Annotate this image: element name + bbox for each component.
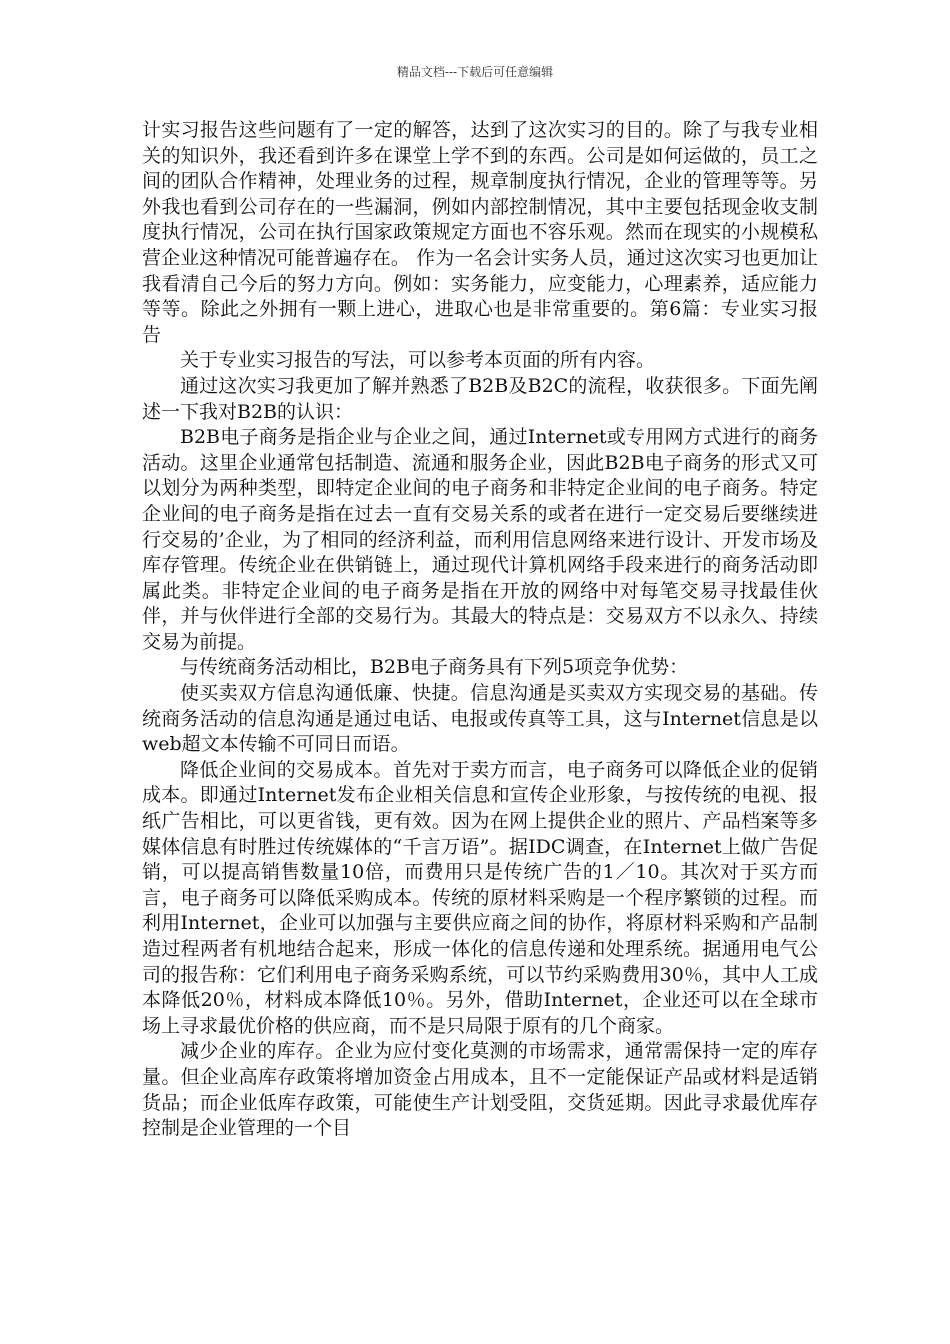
paragraph-8: 减少企业的库存。企业为应付变化莫测的市场需求，通常需保持一定的库存量。但企业高库存政策将增加资金占用成本，且不一定能保证产品或材料是适销货品；而企业低库存政策，可能使生产计划受阻，交货延期。因此寻求最优库存控制是企业管理的一个目: [142, 1040, 818, 1140]
paragraph-3: 通过这次实习我更加了解并熟悉了B2B及B2C的流程，收获很多。下面先阐述一下我对B2B的认识：: [142, 374, 818, 423]
paragraph-6: 使买卖双方信息沟通低廉、快捷。信息沟通是买卖双方实现交易的基础。传统商务活动的信息沟通是通过电话、电报或传真等工具，这与Internet信息是以web超文本传输不可同日而语。: [142, 682, 818, 756]
paragraph-2: 关于专业实习报告的写法，可以参考本页面的所有内容。: [180, 349, 656, 372]
paragraph-1: 计实习报告这些问题有了一定的解答，达到了这次实习的目的。除了与我专业相关的知识外，我还看到许多在课堂上学不到的东西。公司是如何运做的，员工之间的团队合作精神，处理业务的过程，规章制度执行情况，企业的管理等等。另外我也看到公司存在的一些漏洞，例如内部控制情况，其中主要包括现金收支制度执行情况，公司在执行国家政策规定方面也不容乐观。然而在现实的小规模私营企业这种情况可能普遍存在。 作为一名会计实务人员，通过这次实习也更加让我看清自己今后的努力方向。例如：实务能力，应变能力，心理素养，适应能力等等。除此之外拥有一颗上进心，进取心也是非常重要的。第6篇：专业实习报告: [142, 119, 818, 346]
page-header: 精品文档---下载后可任意编辑: [396, 65, 554, 79]
paragraph-5: 与传统商务活动相比，B2B电子商务具有下列5项竞争优势：: [180, 656, 689, 679]
paragraph-4: B2B电子商务是指企业与企业之间，通过Internet或专用网方式进行的商务活动。这里企业通常包括制造、流通和服务企业，因此B2B电子商务的形式又可以划分为两种类型，即特定企业间的电子商务和非特定企业间的电子商务。特定企业间的电子商务是指在过去一直有交易关系的或者在进行一定交易后要继续进行交易的’企业，为了相同的经济利益，而利用信息网络来进行设计、开发市场及库存管理。传统企业在供销链上，通过现代计算机网络手段来进行的商务活动即属此类。非特定企业间的电子商务是指在开放的网络中对每笔交易寻找最佳伙伴，并与伙伴进行全部的交易行为。其最大的特点是：交易双方不以永久、持续交易为前提。: [142, 426, 818, 653]
paragraph-7: 降低企业间的交易成本。首先对于卖方而言，电子商务可以降低企业的促销成本。即通过Internet发布企业相关信息和宣传企业形象，与按传统的电视、报纸广告相比，可以更省钱，更有效。因为在网上提供企业的照片、产品档案等多媒体信息有时胜过传统媒体的“千言万语”。据IDC调查，在Internet上做广告促销，可以提高销售数量10倍，而费用只是传统广告的1／10。其次对于买方而言，电子商务可以降低采购成本。传统的原材料采购是一个程序繁锁的过程。而利用Internet，企业可以加强与主要供应商之间的协作，将原材料采购和产品制造过程两者有机地结合起来，形成一体化的信息传递和处理系统。据通用电气公司的报告称：它们利用电子商务采购系统，可以节约采购费用30％，其中人工成本降低20％，材料成本降低10％。另外，借助Internet，企业还可以在全球市场上寻求最优价格的供应商，而不是只局限于原有的几个商家。: [142, 758, 818, 1037]
document-body: [142, 118, 818, 1142]
